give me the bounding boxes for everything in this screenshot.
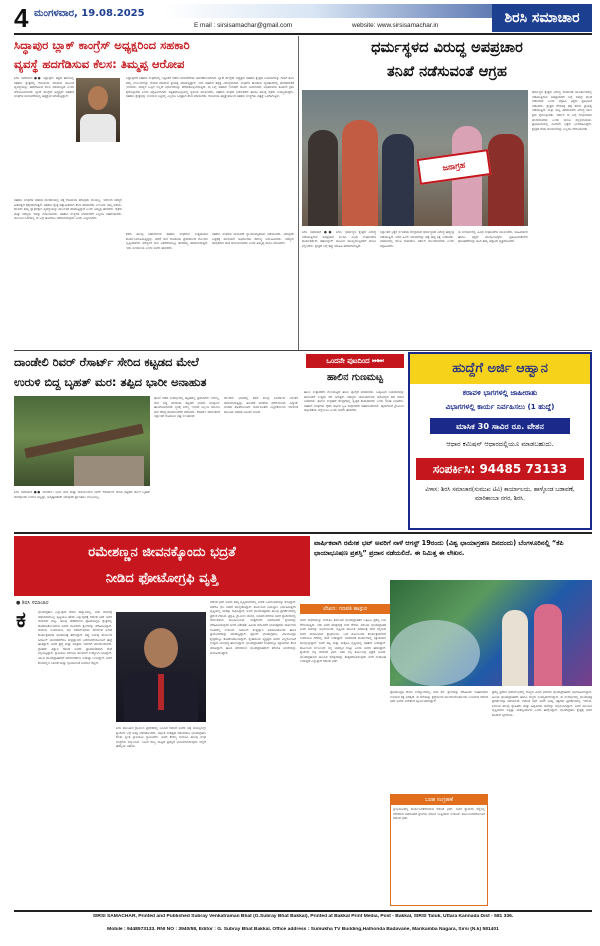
- header-website[interactable]: website: www.sirsisamachar.in: [352, 22, 439, 29]
- story2-column-2: ಲಕ್ಷಾಂತರ ಭಕ್ತರ ನಂಬಿಕೆಯ ಕೇಂದ್ರವಾದ ಧರ್ಮಸ್ಥಳದ ವಿರುದ್ಧ ಷಡ್ಯಂತ್ರ ನಡೆಯುತ್ತಿದೆ. ಇದರ ಹಿಂದೆ ಇರುವವರನ್ನು ಪತ್ತೆ ಹಚ್ಚಿ ಶಿಕ್ಷೆ ನೀಡಬೇಕು. ಸಮಾಜದಲ್ಲಿ ಶಾಂತಿ ಕಾಪಾಡಲು ಸರ್ಕಾರ ಮುಂದಾಗಬೇಕು ಎಂದು ಆಗ್ರಹಿಸಿದರು.: [380, 230, 454, 248]
- feature-column-2: ಶಿರಸಿ ತಾಲೂಕಿನ ಗ್ರಾಮೀಣ ಪ್ರದೇಶದಲ್ಲಿ ಜನಿಸಿದ ರಮೇಶ ಅವರು ಚಿಕ್ಕ ವಯಸ್ಸಿನಲ್ಲೇ ಕ್ಯಾಮೆರಾ ಬಗ್ಗೆ ಆಸಕ್ತಿ ಬೆಳೆಸಿಕೊಂಡರು. ಆರ್ಥಿಕ ಸಂಕಷ್ಟದ ನಡುವೆಯೂ ಛಾಯಾಗ್ರಹಣ ಕಲಿತು ಸ್ವಂತ ಸ್ಟುಡಿಯೋ ಸ್ಥಾಪಿಸಿದರು. ಅವರ ಕೌಶಲ್ಯ ಗುರುತಿಸಿ ಹಲವು ಸಂಘ ಸಂಸ್ಥೆಗಳು ಸನ್ಮಾನಿಸಿವೆ. ಇದೀಗ ರಾಜ್ಯ ಮಟ್ಟದ ಪ್ರಶಸ್ತಿಗೆ ಭಾಜನರಾಗಿರುವುದು ಜಿಲ್ಲೆಗೆ ಹೆಮ್ಮೆಯ ವಿಷಯ.: [116, 726, 206, 749]
- photo-person-2: [534, 604, 562, 686]
- header-rule: [14, 33, 592, 35]
- story1-column-2: ಸಹಕಾರಿ ಸಂಘಗಳ ಆಡಳಿತ ಮಂಡಳಿಯಲ್ಲಿ ಪಕ್ಷ ರಾಜಕೀಯ ತರುವುದು ಸರಿಯಲ್ಲ. ಇದರಿಂದ ಸದಸ್ಯರ ಹಿತಾಸಕ್ತಿಗೆ ಧಕ್ಕೆಯಾಗುತ್ತದೆ. ಸಹಕಾರಿ ಕ್ಷೇತ್ರ ಪಕ್ಷಾತೀತವಾಗಿ ಕೆಲಸ ಮಾಡಬೇಕು ಎಂಬುದು ನಮ್ಮ ಆಶಯ. ಕೆಲವರು ತಮ್ಮ ಸ್ವಾರ್ಥಕ್ಕಾಗಿ ವ್ಯವಸ್ಥೆಯನ್ನು ದುರ್ಬಳಕೆ ಮಾಡುತ್ತಿದ್ದಾರೆ ಎಂದು ತಿಮ್ಮಪ್ಪ ಹೇಳಿದರು. ರೈತರು ಮತ್ತು ಸದಸ್ಯರು ಇದನ್ನು ಗಮನಿಸಬೇಕು. ಸಹಕಾರಿ ಸಂಸ್ಥೆಗಳ ಬೆಳವಣಿಗೆಗೆ ಎಲ್ಲರೂ ಸಹಕರಿಸಬೇಕು. ಮುಂದಿನ ದಿನಗಳಲ್ಲಿ ಈ ಬಗ್ಗೆ ಹೋರಾಟ ನಡೆಸಲಾಗುವುದು ಎಂದು ಎಚ್ಚರಿಸಿದರು.: [14, 198, 122, 221]
- story1-headline: [14, 36, 296, 74]
- story3-headline: [14, 352, 300, 394]
- job-ad: [408, 352, 592, 530]
- ad-line2: ವಿಭಾಗಗಳಲ್ಲಿ ಕಾರ್ಯ ನಿರ್ವಹಿಸಲು (1 ಹುದ್ದೆ): [445, 402, 555, 411]
- feature-column-5: ಫೋಟೋಗ್ರಫಿ ಕೇವಲ ಉದ್ಯೋಗವಲ್ಲ, ಅದು ಕಲೆ. ಕ್ಷಣಗಳನ್ನು ಸೆರೆಹಿಡಿದು ಇತಿಹಾಸವಾಗಿ ಉಳಿಸುವ ಶಕ್ತಿ ಅದಕ್ಕಿದೆ. ಈ ಕಲೆಯನ್ನು ಶ್ರದ್ಧೆಯಿಂದ ಮುಂದುವರಿಸಿಕೊಂಡು ಬಂದಿರುವ ರಮೇಶ ಭಟ್ ಅವರು ಅನೇಕರಿಗೆ ಸ್ಫೂರ್ತಿಯಾಗಿದ್ದಾರೆ.: [390, 690, 488, 704]
- story3-photo: [14, 396, 150, 486]
- photo-crowd-1: [308, 130, 338, 226]
- feature-author-tag: ● ಶಿರಸಿ ಸಮಾಚಾರ: [16, 600, 49, 606]
- story3-headline-line2: ಉರುಳಿ ಬಿದ್ದ ಬೃಹತ್ ಮರ: ತಪ್ಪಿದ ಭಾರೀ ಅನಾಹುತ: [14, 375, 207, 389]
- feature-column-4: ಅವರ ಸಾಧನೆಯನ್ನು ಗುರುತಿಸಿ ಕರ್ನಾಟಕ ಛಾಯಾಗ್ರಾಹಕರ ಒಕ್ಕೂಟ ಪ್ರಶಸ್ತಿ ನೀಡಿ ಗೌರವಿಸುತ್ತಿದೆ. ಇದು ಅವರ ಪರಿಶ್ರಮಕ್ಕೆ ಸಂದ ಗೌರವ. ಶಿರಸಿಯ ಛಾಯಾಗ್ರಾಹಕ ಬಳಗ ಅವರನ್ನು ಅಭಿನಂದಿಸಿದೆ. ವೃತ್ತಿಯ ಮೂಲಕ ಸಮಾಜಕ್ಕೆ ಸೇವೆ ಸಲ್ಲಿಸುವ ಅವರ ಮನೋಭಾವ ಶ್ಲಾಘನೀಯ. ಬಡ ಕುಟುಂಬಗಳ ಕಾರ್ಯಕ್ರಮಗಳಿಗೆ ರಿಯಾಯಿತಿ ದರದಲ್ಲಿ ಸೇವೆ ನೀಡುತ್ತಾರೆ. ಸಾಮಾಜಿಕ ಕಾರ್ಯಗಳಲ್ಲಿ ಸಕ್ರಿಯವಾಗಿ ಪಾಲ್ಗೊಳ್ಳುತ್ತಾರೆ. ಅವರ ಪತ್ನಿ ಮತ್ತು ಮಕ್ಕಳೂ ವೃತ್ತಿಯಲ್ಲಿ ಸಹಕಾರ ನೀಡುತ್ತಾರೆ. ಕುಟುಂಬದ ಬೆಂಬಲವೇ ನನ್ನ ಯಶಸ್ಸಿನ ಗುಟ್ಟು ಎಂದು ಅವರು ಹೇಳುತ್ತಾರೆ. ಕ್ಯಾಮೆರಾ ನನ್ನ ಜೀವನದ ಭಾಗ. ಅದು ನನ್ನ ಕುಟುಂಬಕ್ಕೆ ಭದ್ರತೆ ನೀಡಿದೆ. ಛಾಯಾಗ್ರಹಣದ ಮೂಲಕ ನೆನಪುಗಳನ್ನು ಶಾಶ್ವತಗೊಳಿಸುವುದು ನನಗೆ ಸಂತೋಷ ನೀಡುತ್ತದೆ ಎನ್ನುತ್ತಾರೆ ರಮೇಶ ಭಟ್.: [300, 618, 386, 664]
- ad-contact-label: ಸಂಪರ್ಕಿಸಿ:: [432, 462, 476, 476]
- story2-column-right: ಧರ್ಮಸ್ಥಳ ಕ್ಷೇತ್ರದ ವಿರುದ್ಧ ಸಾಮಾಜಿಕ ಜಾಲತಾಣಗಳಲ್ಲಿ ನಡೆಯುತ್ತಿರುವ ಅಪಪ್ರಚಾರದ ಬಗ್ಗೆ ಸಮಗ್ರ ತನಿಖೆ ನಡೆಸಬೇಕು ಎಂದು ಆಗ್ರಹಿಸಿ ಭಕ್ತರು ಪ್ರತಿಭಟನೆ ನಡೆಸಿದರು. ಕ್ಷೇತ್ರದ ಗೌರವಕ್ಕೆ ಧಕ್ಕೆ ತರುವ ಪ್ರಯತ್ನ ನಡೆಯುತ್ತಿದೆ. ಸುಳ್ಳು ಸುದ್ದಿ ಹರಡುವವರ ವಿರುದ್ಧ ಕಠಿಣ ಕ್ರಮ ಕೈಗೊಳ್ಳಬೇಕು. ಸರ್ಕಾರ ಈ ಬಗ್ಗೆ ಗಂಭೀರವಾಗಿ ಪರಿಗಣಿಸಬೇಕು ಎಂದು ಮನವಿ ಸಲ್ಲಿಸಲಾಯಿತು. ಪ್ರತಿಭಟನೆಯಲ್ಲಿ ನೂರಾರು ಭಕ್ತರು ಭಾಗವಹಿಸಿದ್ದರು. ಕ್ಷೇತ್ರದ ಸೇವಾ ಕಾರ್ಯಗಳನ್ನು ಎಲ್ಲರೂ ಗೌರವಿಸಬೇಕು.: [532, 90, 592, 131]
- story2-headline-line2: ತನಿಖೆ ನಡೆಸುವಂತೆ ಆಗ್ರಹ: [386, 63, 507, 80]
- column-divider: [298, 36, 299, 350]
- story4-column-1: ಹಾಲು ಉತ್ಪಾದಕರು ಗುಣಮಟ್ಟದ ಹಾಲು ಪೂರೈಕೆ ಮಾಡಬೇಕು. ಒಕ್ಕೂಟದ ನಿಯಮಗಳನ್ನು ಪಾಲಿಸಿದರೆ ಉತ್ತಮ ದರ ಸಿಗುತ್ತದೆ. ಸದಸ್ಯರು ಜಾನುವಾರುಗಳ ಆರೋಗ್ಯದ ಕಡೆ ಗಮನ ನೀಡಬೇಕು. ಹಾಲಿನ ಸಂಗ್ರಹಣೆ ಕೇಂದ್ರಗಳಲ್ಲಿ ಸ್ವಚ್ಛತೆ ಕಾಪಾಡಬೇಕು ಎಂದು ಸಲಹೆ ನೀಡಿದರು. ಸಹಕಾರ ಸಂಘಗಳು ರೈತರ ಆರ್ಥಿಕ ಸ್ಥಿತಿ ಸುಧಾರಣೆಗೆ ಸಹಕಾರಿಯಾಗಿವೆ. ಹೈನುಗಾರಿಕೆ ಗ್ರಾಮೀಣ ಆರ್ಥಿಕತೆಯ ಬೆನ್ನೆಲುಬು ಎಂದು ಅವರು ಹೇಳಿದರು.: [304, 390, 404, 413]
- ad-contact: [416, 458, 584, 480]
- story4-title: ಹಾಲಿನ ಗುಣಮಟ್ಟ: [327, 372, 383, 383]
- story1-column-3: ಸಿದ್ದಾಪುರದ ಸಹಕಾರಿ ಸಂಘಗಳಲ್ಲಿ ಇತ್ತೀಚೆಗೆ ನಡೆದ ಬೆಳವಣಿಗೆಗಳು ಆತಂಕಕಾರಿಯಾಗಿವೆ. ಬ್ಲಾಕ್ ಕಾಂಗ್ರೆಸ್ ಅಧ್ಯಕ್ಷರು ಸಹಕಾರಿ ಕ್ಷೇತ್ರದ ನಿಯಮಗಳನ್ನು ಗಾಳಿಗೆ ತೂರಿ ತಮ್ಮ ಬೆಂಬಲಿಗರನ್ನು ನೇಮಕ ಮಾಡುವ ಪ್ರಯತ್ನ ಮಾಡುತ್ತಿದ್ದಾರೆ. ಇದು ಸಹಕಾರ ತತ್ವಕ್ಕೆ ವಿರುದ್ಧವಾಗಿದೆ. ಸಂಘಗಳ ಹಣಕಾಸು ವ್ಯವಹಾರದಲ್ಲಿ ಪಾರದರ್ಶಕತೆ ಇರಬೇಕು. ಸದಸ್ಯರ ಒಪ್ಪಿಗೆ ಇಲ್ಲದೆ ನಿರ್ಧಾರಗಳನ್ನು ತೆಗೆದುಕೊಳ್ಳಲಾಗುತ್ತಿದೆ. ಈ ಬಗ್ಗೆ ಸಹಕಾರ ಇಲಾಖೆಗೆ ದೂರು ನೀಡಲಾಗಿದೆ. ಅಧಿಕಾರಿಗಳು ಕೂಡಲೇ ಕ್ರಮ ಕೈಗೊಳ್ಳಬೇಕು ಎಂದು ಆಗ್ರಹಿಸಲಾಗಿದೆ. ಪತ್ರಿಕಾಗೋಷ್ಠಿಯಲ್ಲಿ ಸ್ಥಳೀಯ ಮುಖಂಡರು, ಸಹಕಾರಿ ಸಂಘದ ನಿರ್ದೇಶಕರು ಹಾಗೂ ಹಲವು ರೈತರು ಉಪಸ್ಥಿತರಿದ್ದರು. ಸಹಕಾರಿ ಕ್ಷೇತ್ರವನ್ನು ಉಳಿಸುವ ನಿಟ್ಟಿನಲ್ಲಿ ಎಲ್ಲರೂ ಒಗ್ಗಟ್ಟಾಗಿ ಕೆಲಸ ಮಾಡಬೇಕು. ರಾಜಕೀಯ ಹಸ್ತಕ್ಷೇಪದಿಂದ ಸಹಕಾರಿ ಸಂಸ್ಥೆಗಳು ನಷ್ಟಕ್ಕೆ ಒಳಗಾಗುತ್ತಿವೆ.: [126, 76, 294, 99]
- portrait-shirt: [80, 114, 116, 142]
- ad-phone[interactable]: 94485 73133: [479, 462, 568, 476]
- story3-headline-line1: ದಾಂಡೇಲಿ ರಿವರ್ ರೆಸಾರ್ಟ್ ಸೇರಿದ ಕಟ್ಟಡದ ಮೇಲೆ: [14, 355, 199, 369]
- photo-crowd-5: [488, 134, 524, 226]
- story1-column-4: ಕಳೆದ ಹಲವು ವರ್ಷಗಳಿಂದ ಸಹಕಾರಿ ಸಂಘಗಳು ಉತ್ತಮವಾಗಿ ಕಾರ್ಯನಿರ್ವಹಿಸುತ್ತಿದ್ದವು. ಆದರೆ ಈಗ ರಾಜಕೀಯ ಪ್ರವೇಶದಿಂದ ಗೊಂದಲ ಸೃಷ್ಟಿಯಾಗಿದೆ. ಸದಸ್ಯರಿಗೆ ಸಾಲ ವಿತರಣೆಯಲ್ಲೂ ತಾರತಮ್ಯ ಮಾಡಲಾಗುತ್ತಿದೆ. ಇದು ಖಂಡನೀಯ ಎಂದು ಅವರು ಹೇಳಿದರು.: [126, 232, 208, 250]
- header-date: ಮಂಗಳವಾರ, 19.08.2025: [34, 8, 145, 19]
- section-divider-1: [14, 350, 592, 351]
- ad-salary: ಮಾಸಿಕ 30 ಸಾವಿರ ರೂ. ವೇತನ: [430, 418, 570, 434]
- story2-headline: [302, 36, 592, 86]
- portrait-face: [88, 86, 108, 110]
- feature-caption-box: [390, 794, 488, 906]
- ad-title: ಹುದ್ದೆಗೆ ಅರ್ಜಿ ಆಹ್ವಾನ: [410, 354, 590, 384]
- story1-headline-line1: ಸಿದ್ಧಾಪುರ ಬ್ಲಾಕ್ ಕಾಂಗ್ರೆಸ್ ಅಧ್ಯಕ್ಷರಿಂದ ಸಹಕಾರಿ: [14, 38, 190, 52]
- feature-byline: ಲೇಖನ: ಗಣಪತಿ ಹಾಸ್ಪುರ: [300, 604, 390, 614]
- portrait-tie: [158, 674, 164, 710]
- story1-portrait: [76, 78, 120, 142]
- feature-portrait: [116, 612, 206, 722]
- story3-column-2: ಘಟನೆ ನಡೆದ ಸಂದರ್ಭದಲ್ಲಿ ಕಟ್ಟಡದಲ್ಲಿ ಪ್ರವಾಸಿಗರು ಇರಲಿಲ್ಲ. ಮರ ಬಿದ್ದ ಪರಿಣಾಮ ಕಟ್ಟಡದ ಛಾವಣಿ ಸಂಪೂರ್ಣ ಹಾನಿಗೊಳಗಾಗಿದೆ. ಸ್ಥಳಕ್ಕೆ ಅರಣ್ಯ ಇಲಾಖೆ ಸಿಬ್ಬಂದಿ ಆಗಮಿಸಿ ಮರ ತೆರವು ಕಾರ್ಯಾಚರಣೆ ನಡೆಸಿದರು. ರೆಸಾರ್ಟ್ ಮಾಲೀಕರಿಗೆ ಲಕ್ಷಾಂತರ ರೂಪಾಯಿ ನಷ್ಟ ಉಂಟಾಗಿದೆ.: [154, 396, 220, 419]
- feature-dropcap: ಕ: [16, 608, 26, 633]
- photo-person-1: [502, 610, 528, 686]
- story1-headline-line2: ವ್ಯವಸ್ಥೆ ಹದಗೆಡಿಸುವ ಕೆಲಸ: ತಿಮ್ಮಪ್ಪ ಆರೋಪ: [14, 57, 185, 71]
- protest-banner: ಜನಾಗ್ರಹ: [417, 149, 492, 185]
- feature-headline-line1: ರಮೇಶಣ್ಣನ ಜೀವನಕ್ಕೊಂದು ಭದ್ರತೆ: [88, 545, 236, 560]
- footer-line1: SIRSI SAMACHAR, Printed and Published Subray Venkatraman Bhat (G.Subray Bhat Bakkal), Printed at Bakkal Print Media, Post - Bakkal, SIRSI Taluk, Uttara Kannada Dist - 581 336.: [92, 914, 514, 919]
- story1-column-1: ಶಿರಸಿ ಸಮಾಚಾರ ●● ಸಿದ್ದಾಪುರ: ಪಕ್ಷದ ಹೆಸರಿನಲ್ಲಿ ಸಹಕಾರಿ ಕ್ಷೇತ್ರದಲ್ಲಿ ರಾಜಕೀಯ ಮಾಡುವ ಮೂಲಕ ವ್ಯವಸ್ಥೆಯನ್ನು ಹದಗೆಡಿಸುವ ಕೆಲಸ ನಡೆಯುತ್ತಿದೆ ಎಂದು ಆರೋಪಿಸಲಾಗಿದೆ. ಬ್ಲಾಕ್ ಕಾಂಗ್ರೆಸ್ ಅಧ್ಯಕ್ಷರು ಸಹಕಾರ ಸಂಘಗಳ ಚುನಾವಣೆಯಲ್ಲಿ ಹಸ್ತಕ್ಷೇಪ ಮಾಡುತ್ತಿದ್ದಾರೆ.: [14, 76, 74, 99]
- fallen-tree: [24, 424, 143, 459]
- ad-line1: ಕರಾವಳಿ ಭಾಗಗಳಲ್ಲಿ ಜಾಹೀರಾತು: [462, 388, 538, 397]
- feature-column-3: ರಮೇಶ ಭಟ್ ಅವರು ತಮ್ಮ ವೃತ್ತಿಜೀವನದಲ್ಲಿ ಅನೇಕ ಏಳುಬೀಳುಗಳನ್ನು ಕಂಡಿದ್ದಾರೆ. ಆದರೂ ಛಲ ಬಿಡದೆ ಮುನ್ನಡೆದಿದ್ದಾರೆ. ಕುಟುಂಬದ ಜವಾಬ್ದಾರಿ ನಿರ್ವಹಿಸುತ್ತಲೇ ವೃತ್ತಿಯಲ್ಲಿ ಯಶಸ್ಸು ಸಾಧಿಸಿದ್ದಾರೆ. ಅವರ ಛಾಯಾಚಿತ್ರಗಳು ಹಲವು ಪ್ರದರ್ಶನಗಳಲ್ಲಿ ಪ್ರಶಂಸೆ ಗಳಿಸಿವೆ. ಪ್ರಕೃತಿ, ಗ್ರಾಮೀಣ ಜೀವನ, ಜನಪದ ಕಲೆಗಳು ಅವರ ಕ್ಯಾಮೆರಾದಲ್ಲಿ ಜೀವಂತವಾಗಿ ಮೂಡಿಬಂದಿವೆ. ಯಕ್ಷಗಾನದ ಅಪರೂಪದ ಕ್ಷಣಗಳನ್ನು ಸೆರೆಹಿಡಿದಿರುವುದು ಅವರ ವಿಶೇಷತೆ. ಹಿರಿಯ ಕಲಾವಿದರ ಭಾವಚಿತ್ರಗಳು ದಾಖಲೆಯ ರೂಪದಲ್ಲಿ ಉಳಿದಿವೆ. ಡಿಜಿಟಲ್ ತಂತ್ರಜ್ಞಾನ ಅಳವಡಿಸಿಕೊಂಡು ಹೊಸ ಪ್ರಯೋಗಗಳನ್ನು ಮಾಡುತ್ತಿದ್ದಾರೆ. ಡ್ರೋನ್ ಛಾಯಾಗ್ರಹಣ, ವಿಡಿಯೋಗ್ರಫಿ ಕ್ಷೇತ್ರದಲ್ಲೂ ತೊಡಗಿಸಿಕೊಂಡಿದ್ದಾರೆ. ಸ್ನೇಹಮಯ ವ್ಯಕ್ತಿತ್ವದ ಅವರು ಎಲ್ಲರೊಂದಿಗೆ ಉತ್ತಮ ಬಾಂಧವ್ಯ ಹೊಂದಿದ್ದಾರೆ. ಛಾಯಾಗ್ರಾಹಕರ ಸಂಘದಲ್ಲೂ ಸಕ್ರಿಯರಾಗಿ ಕೆಲಸ ಮಾಡಿದ್ದಾರೆ. ಹೊಸ ತಲೆಮಾರಿನ ಛಾಯಾಗ್ರಾಹಕರಿಗೆ ತರಬೇತಿ ಶಿಬಿರಗಳನ್ನು ಆಯೋಜಿಸಿದ್ದಾರೆ.: [210, 600, 296, 655]
- page-number: 4: [14, 3, 29, 33]
- feature-caption: ಬರಹ ಸಂಗ್ರಹಣೆ: [391, 795, 487, 805]
- feature-headline-line2: ನೀಡಿದ ಫೋಟೋಗ್ರಫಿ ವೃತ್ತಿ: [105, 571, 219, 586]
- feature-column-6: ಪ್ರಶಸ್ತಿ ಪ್ರದಾನ ಸಮಾರಂಭದಲ್ಲಿ ರಾಜ್ಯದ ವಿವಿಧ ಭಾಗಗಳ ಛಾಯಾಗ್ರಾಹಕರು ಭಾಗವಹಿಸಲಿದ್ದಾರೆ. ಹಿರಿಯ ಛಾಯಾಗ್ರಾಹಕರು ಹಾಗೂ ಗಣ್ಯರು ಉಪಸ್ಥಿತರಿರಲಿದ್ದಾರೆ. ಈ ಸಂದರ್ಭದಲ್ಲಿ ಛಾಯಾಚಿತ್ರ ಪ್ರದರ್ಶನವೂ ನಡೆಯಲಿದೆ. ರಮೇಶ ಭಟ್ ಅವರ ಆಯ್ದ ಚಿತ್ರಗಳು ಪ್ರದರ್ಶನದಲ್ಲಿ ಇರಲಿವೆ. ಶಿರಸಿಯ ಹಲವು ಸ್ನೇಹಿತರು ಮತ್ತು ಹಿತೈಷಿಗಳು ಅವರನ್ನು ಅಭಿನಂದಿಸಿದ್ದಾರೆ. ಅವರ ಮುಂದಿನ ವೃತ್ತಿಜೀವನ ಇನ್ನಷ್ಟು ಯಶಸ್ವಿಯಾಗಲಿ ಎಂದು ಹಾರೈಸಿದ್ದಾರೆ. ಛಾಯಾಗ್ರಹಣ ಕ್ಷೇತ್ರಕ್ಕೆ ಅವರ ಕೊಡುಗೆ ಸ್ಮರಣೀಯ.: [492, 690, 592, 717]
- story1-column-5: ಸಹಕಾರಿ ಸಂಘಗಳ ಚುನಾವಣೆ ನ್ಯಾಯಸಮ್ಮತವಾಗಿ ನಡೆಯಬೇಕು. ಯಾವುದೇ ಒತ್ತಡಕ್ಕೆ ಮಣಿಯದೆ ಅಧಿಕಾರಿಗಳು ಕರ್ತವ್ಯ ನಿರ್ವಹಿಸಬೇಕು. ಸದಸ್ಯರು ಜಾಗೃತರಾಗಿ ಮತ ಚಲಾಯಿಸಬೇಕು ಎಂದು ತಿಮ್ಮಪ್ಪ ಮನವಿ ಮಾಡಿದರು.: [212, 232, 294, 246]
- building-roof: [74, 456, 144, 486]
- section-divider-2: [14, 532, 592, 534]
- footer-line2: Mobile : 9448573133. RNI NO : 3940/58, Editor : G. Subray Bhat Bakkal. Office address : Sumukha TV Building,Halhonda Badavane, Marikamba Nagara, Sirsi (N.k) 581401: [107, 927, 499, 932]
- feature-photo: [390, 580, 592, 686]
- ad-address: ವಿಳಾಸ: ಶಿರಸಿ ಸಮಾಚಾರ(ಸುಮುಖ ಟಿವಿ) ಕಾರ್ಯಾಲಯ, ಹಾಳ್ಳೊಂಡ ಬಡಾವಣೆ, ಮಾರಿಕಾಂಬಾ ನಗರ, ಶಿರಸಿ.: [425, 487, 575, 502]
- story2-headline-line1: ಧರ್ಮಸ್ಥಳದ ವಿರುದ್ಧ ಅಪಪ್ರಚಾರ: [371, 39, 523, 56]
- header-email[interactable]: E mail : sirsisamachar@gmail.com: [194, 22, 293, 29]
- masthead-title: ಶಿರಸಿ ಸಮಾಚಾರ: [492, 4, 592, 32]
- story2-column-3: ಈ ಸಂದರ್ಭದಲ್ಲಿ ವಿವಿಧ ಸಂಘಟನೆಗಳ ಮುಖಂಡರು, ಮಹಿಳೆಯರು ಹಾಗೂ ಭಕ್ತರು ಪಾಲ್ಗೊಂಡಿದ್ದರು. ಪ್ರತಿಭಟನಾಕಾರರು ಘೋಷಣೆಗಳನ್ನು ಕೂಗಿ ತಮ್ಮ ಆಕ್ರೋಶ ವ್ಯಕ್ತಪಡಿಸಿದರು.: [458, 230, 528, 244]
- footer-rule: [14, 910, 592, 912]
- story2-column-1: ಶಿರಸಿ ಸಮಾಚಾರ ●● ಶಿರಸಿ: ಧರ್ಮಸ್ಥಳ ಕ್ಷೇತ್ರದ ವಿರುದ್ಧ ನಡೆಯುತ್ತಿರುವ ಅಪಪ್ರಚಾರ ಖಂಡಿಸಿ ವಿವಿಧ ಸಂಘಟನೆಗಳ ಕಾರ್ಯಕರ್ತರು ತಹಶೀಲ್ದಾರ್ ಮೂಲಕ ಮುಖ್ಯಮಂತ್ರಿಗಳಿಗೆ ಮನವಿ ಸಲ್ಲಿಸಿದರು. ಕ್ಷೇತ್ರದ ಬಗ್ಗೆ ತಪ್ಪು ಮಾಹಿತಿ ಹರಡಲಾಗುತ್ತಿದೆ.: [302, 230, 376, 248]
- feature-intro: ವಾರ್ಷಿಕವಾಗಿ ರಮೇಶ ಭಟ್ ಅವರಿಗೆ ನಾಳೆ ಆಗಸ್ಟ್ 19ರಂದು (ವಿಶ್ವ ಛಾಯಾಗ್ರಹಣ ದಿನದಂದು) ಬೆಂಗಳೂರಿನಲ್ಲಿ “ಕೆಪಿ ಛಾಯಾಭೂಷಣ ಪ್ರಶಸ್ತಿ” ಪ್ರದಾನ ನಡೆಯಲಿದೆ. ಈ ನಿಮಿತ್ತ ಈ ಲೇಖನ.: [314, 539, 564, 557]
- portrait-face: [144, 628, 178, 668]
- feature-banner: [14, 536, 310, 596]
- story3-column-1: ಶಿರಸಿ ಸಮಾಚಾರ ●● ದಾಂಡೇಲಿ: ಭಾರೀ ಮಳೆ ಮತ್ತು ಗಾಳಿಯಿಂದಾಗಿ ರಿವರ್ ರೆಸಾರ್ಟ್‌ಗೆ ಸೇರಿದ ಕಟ್ಟಡದ ಮೇಲೆ ಬೃಹತ್ ಮರವೊಂದು ಉರುಳಿ ಬಿದ್ದಿದ್ದು, ಅದೃಷ್ಟವಶಾತ್ ಯಾವುದೇ ಪ್ರಾಣಹಾನಿ ಸಂಭವಿಸಿಲ್ಲ.: [14, 490, 150, 499]
- caption-text: ಸ್ಟುಡಿಯೋದಲ್ಲಿ ಕಾರ್ಯನಿರತರಾಗಿರುವ ರಮೇಶ ಭಟ್. ಅವರ ಕ್ಯಾಮೆರಾ ಕಣ್ಣಿನಲ್ಲಿ ಸೆರೆಯಾದ ಅಪರೂಪದ ಕ್ಷಣಗಳು ನೆನಪಿನ ಬುತ್ತಿಯಾಗಿ ಉಳಿದಿವೆ. ಕುಟುಂಬದವರೊಂದಿಗೆ ರಮೇಶ ಭಟ್.: [393, 807, 485, 821]
- ad-extra: ಆಧಾರ ಕಮಿಷನ್ ಆಧಾರದಲ್ಲಿಯೂ ಮಾಡಬಹುದು.: [446, 440, 554, 448]
- photo-crowd-3: [382, 134, 414, 226]
- story2-photo: [302, 90, 528, 226]
- photo-smoke: [390, 620, 480, 686]
- story3-column-3: ದಾಂಡೇಲಿ ಭಾಗದಲ್ಲಿ ಕಳೆದ ಕೆಲವು ದಿನಗಳಿಂದ ನಿರಂತರ ಮಳೆಯಾಗುತ್ತಿದ್ದು, ಹಲವೆಡೆ ಮರಗಳು ಧರೆಗುರುಳಿವೆ. ವಿದ್ಯುತ್ ಸಂಪರ್ಕ ಕಡಿತಗೊಂಡಿದೆ. ಸಾರ್ವಜನಿಕರು ಎಚ್ಚರಿಕೆಯಿಂದ ಇರುವಂತೆ ತಾಲೂಕು ಆಡಳಿತ ಸೂಚನೆ ನೀಡಿದೆ.: [224, 396, 298, 414]
- page-header: [14, 4, 592, 32]
- photo-crowd-2: [342, 120, 378, 226]
- story4-tag: ಒಂದನೇ ಪುಟದಿಂದ ⏭⏭: [306, 354, 404, 368]
- feature-column-1: ಛಾಯಾಗ್ರಹಣ ಎನ್ನುವುದು ಕೇವಲ ಹವ್ಯಾಸವಲ್ಲ. ಅದು ಜೀವನಕ್ಕೆ ಆಧಾರವಾಗಬಲ್ಲ ವೃತ್ತಿಯೂ ಹೌದು ಎನ್ನುವುದಕ್ಕೆ ರಮೇಶ ಭಟ್ ಅವರ ಜೀವನವೇ ಸಾಕ್ಷಿ. ಹಲವು ದಶಕಗಳಿಂದ ಫೋಟೋಗ್ರಫಿ ಕ್ಷೇತ್ರದಲ್ಲಿ ತೊಡಗಿಸಿಕೊಂಡಿರುವ ಅವರು ಸಾವಿರಾರು ಕ್ಷಣಗಳನ್ನು ಸೆರೆಹಿಡಿದಿದ್ದಾರೆ. ಮದುವೆ, ಉಪನಯನ, ಸಭೆ ಸಮಾರಂಭಗಳು ಸೇರಿದಂತೆ ಅನೇಕ ಕಾರ್ಯಕ್ರಮಗಳ ಛಾಯಾಚಿತ್ರ ತೆಗೆದಿದ್ದಾರೆ. ಕಪ್ಪು ಬಿಳುಪು ಕಾಲದಿಂದ ಡಿಜಿಟಲ್ ಯುಗದವರೆಗೂ ತಂತ್ರಜ್ಞಾನದ ಬದಲಾವಣೆಯೊಂದಿಗೆ ಹೆಜ್ಜೆ ಹಾಕಿದ್ದಾರೆ. ಅವರ ಶ್ರದ್ಧೆ ಮತ್ತು ಪರಿಶ್ರಮ ಇತರರಿಗೆ ಮಾದರಿಯಾಗಿದೆ. ಗ್ರಾಹಕರ ವಿಶ್ವಾಸ ಗಳಿಸಿದ ಅವರು ಪ್ರಾಮಾಣಿಕವಾಗಿ ಸೇವೆ ಸಲ್ಲಿಸುತ್ತಿದ್ದಾರೆ. ಸ್ಟುಡಿಯೋ ಆರಂಭಿಸಿ ಹಲವರಿಗೆ ಉದ್ಯೋಗ ನೀಡಿದ್ದಾರೆ. ಯುವ ಛಾಯಾಗ್ರಾಹಕರಿಗೆ ಮಾರ್ಗದರ್ಶನ ನೀಡುತ್ತಾ ಬಂದಿದ್ದಾರೆ. ಅವರ ಕೆಲಸದಲ್ಲಿನ ನಿಖರತೆ ಮತ್ತು ಸೃಜನಶೀಲತೆ ಜನಮನ ಗೆದ್ದಿದೆ.: [38, 610, 112, 665]
